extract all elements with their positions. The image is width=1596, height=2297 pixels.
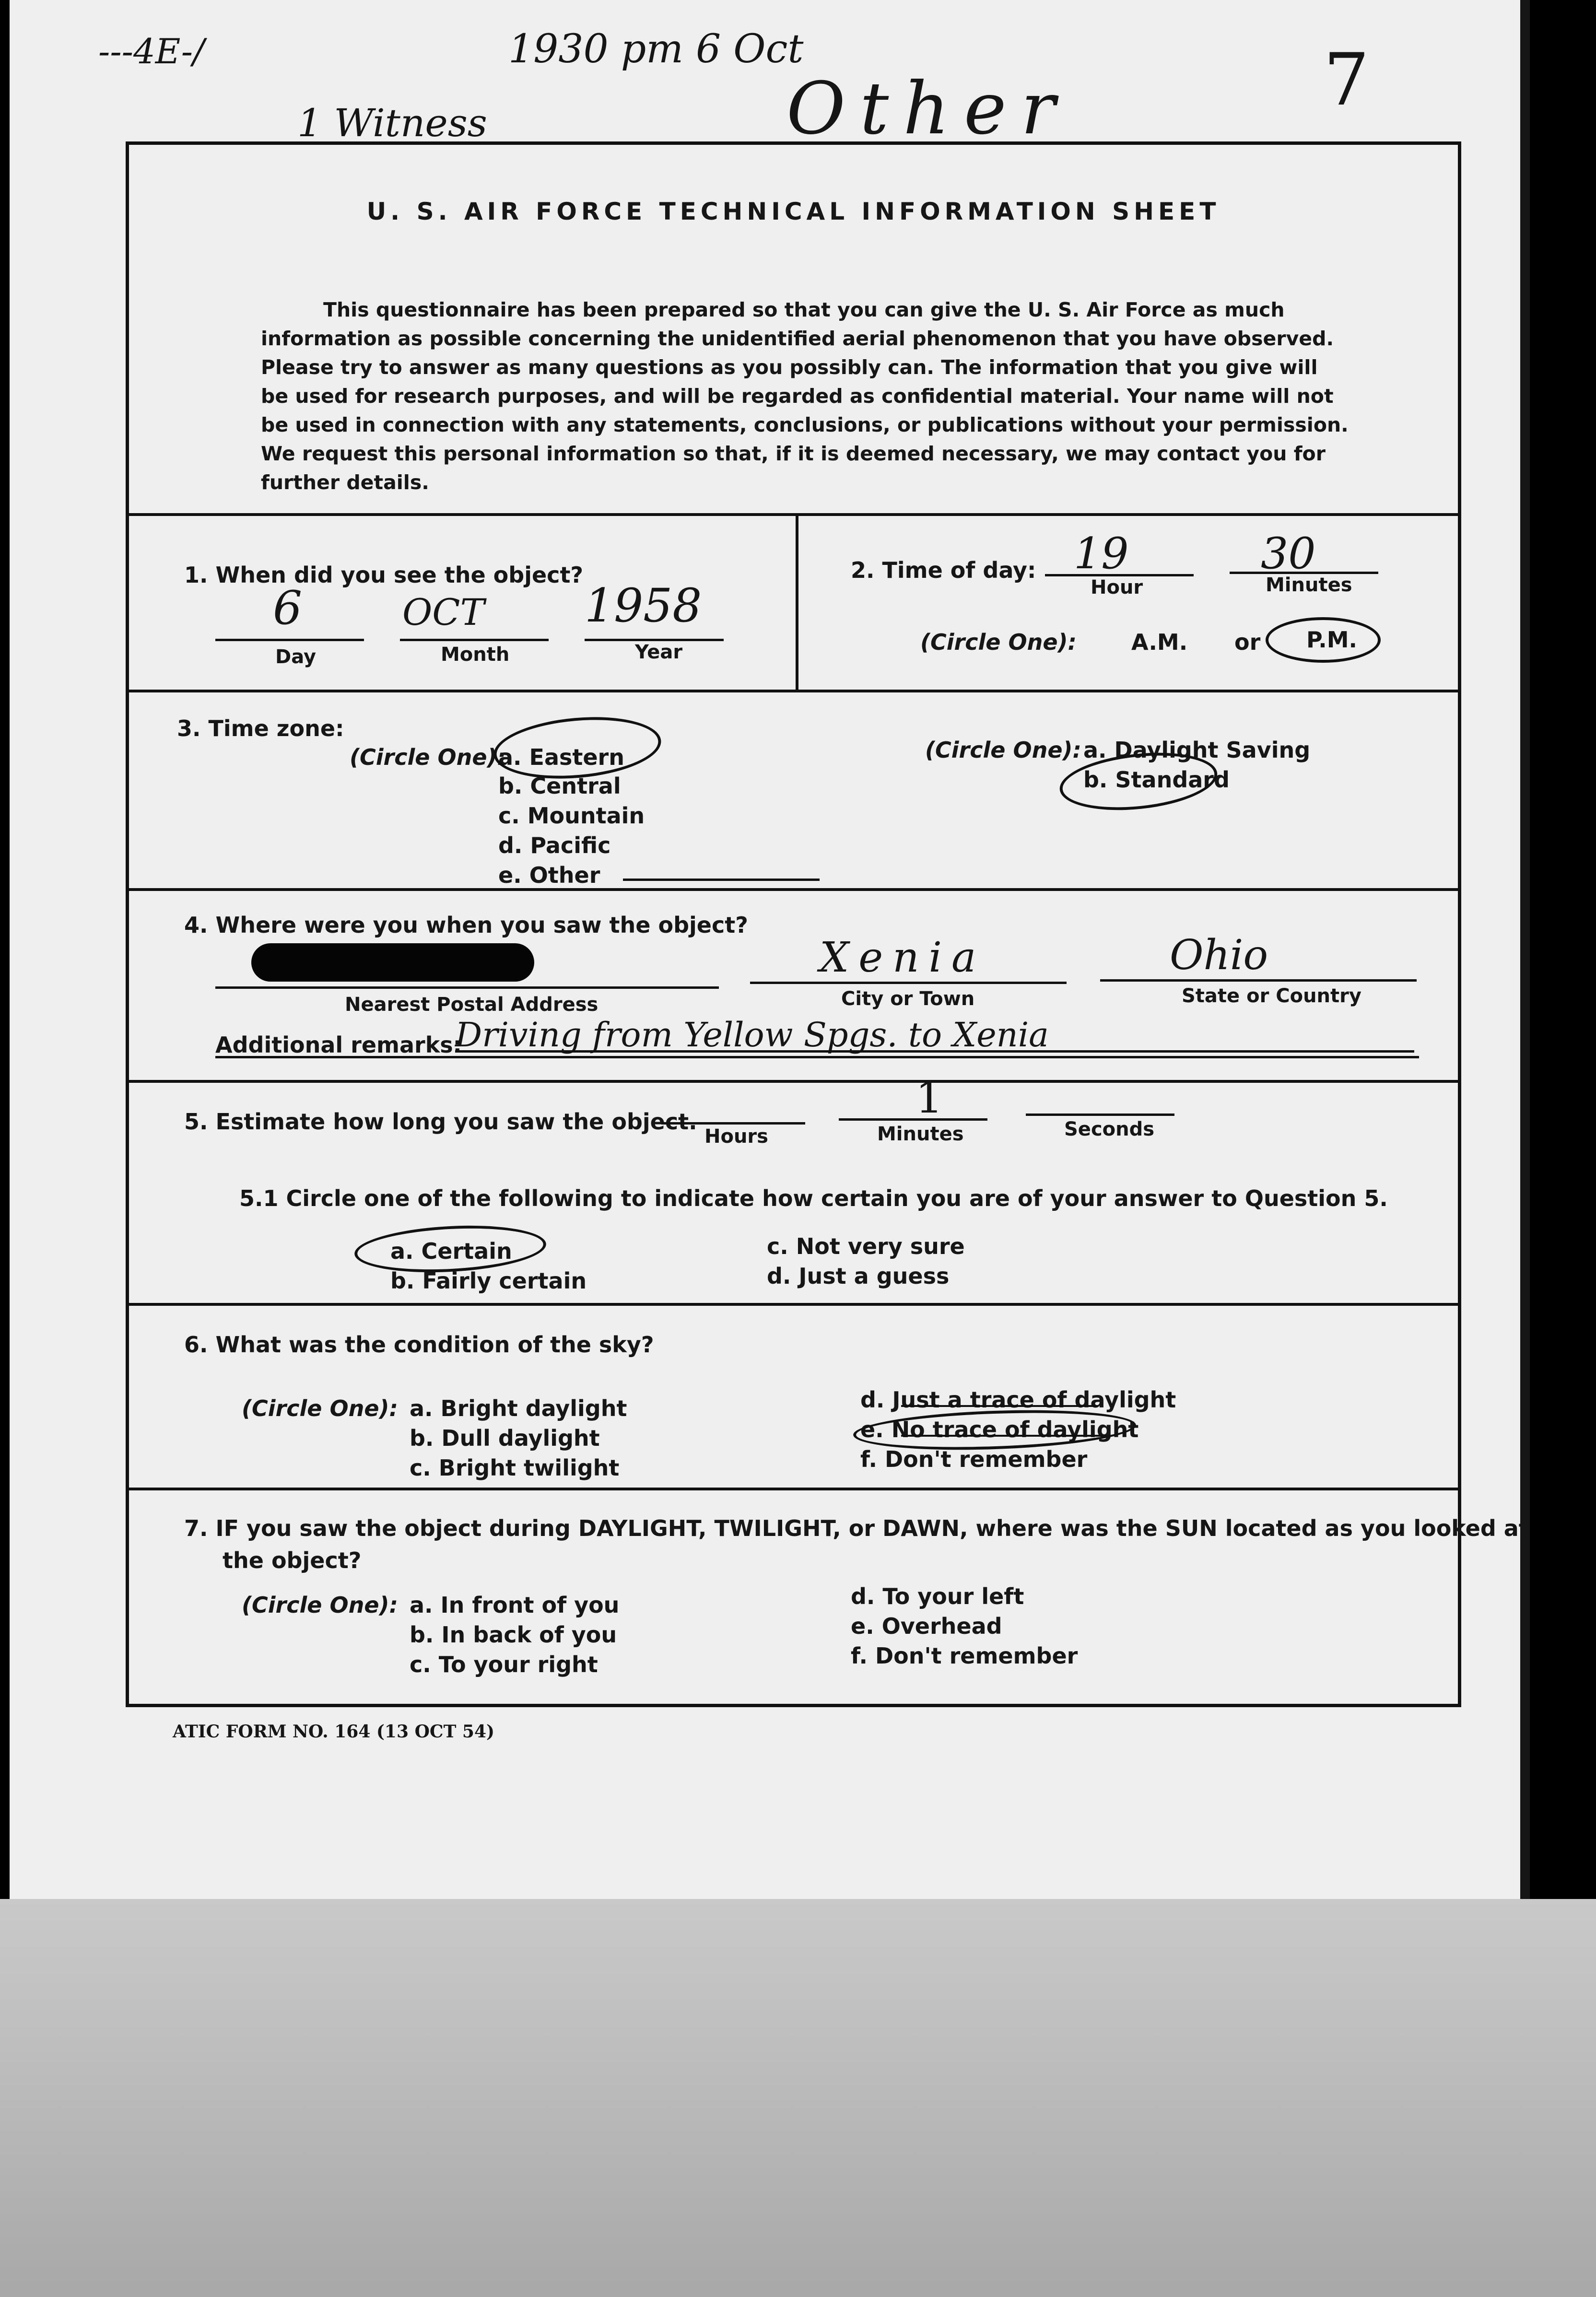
- divider-q6: [129, 1488, 1458, 1490]
- q5-seconds-caption: Seconds: [1064, 1118, 1155, 1140]
- q7-label-line2: the object?: [223, 1547, 362, 1573]
- divider-q3: [129, 888, 1458, 891]
- q6-strike-d: [901, 1405, 1098, 1407]
- q1-month-caption: Month: [441, 644, 510, 666]
- q3-option-mountain: c. Mountain: [498, 803, 645, 829]
- q5-option-just-a-guess: d. Just a guess: [767, 1263, 950, 1289]
- handwritten-page-number: 7: [1324, 38, 1370, 122]
- q6-option-no-trace: e. No trace of daylight: [860, 1417, 1139, 1442]
- q1-day-caption: Day: [275, 646, 317, 668]
- q7-option-overhead: e. Overhead: [851, 1613, 1002, 1639]
- q6-option-bright-daylight: a. Bright daylight: [410, 1395, 627, 1421]
- handwritten-time-date: 1930 pm 6 Oct: [508, 26, 804, 72]
- q6-option-trace-daylight: d. Just a trace of daylight: [860, 1387, 1176, 1413]
- q2-minutes-value: 30: [1261, 528, 1316, 579]
- q5-label: 5. Estimate how long you saw the object.: [184, 1109, 697, 1135]
- intro-line-5: be used in connection with any statements, conclusions, or publications without your permission.: [261, 413, 1349, 436]
- q3-option-central: b. Central: [498, 773, 621, 799]
- q2-circle-label: (Circle One):: [920, 629, 1077, 655]
- q2-hour-value: 19: [1074, 528, 1129, 579]
- q5-seconds-line: [1026, 1113, 1174, 1116]
- q5-option-certain: a. Certain: [390, 1238, 512, 1264]
- q5-minutes-value: 1: [915, 1073, 943, 1123]
- intro-line-3: Please try to answer as many questions as you possibly can. The information that you give will: [261, 356, 1318, 379]
- q1-month-value: OCT: [402, 591, 485, 633]
- intro-line-4: be used for research purposes, and will be regarded as confidential material. Your name will not: [261, 385, 1334, 408]
- q4-state-caption: State or Country: [1182, 985, 1361, 1007]
- q1-day-line: [215, 639, 364, 641]
- q3-label: 3. Time zone:: [177, 715, 344, 741]
- page-edge-shadow: [1520, 0, 1530, 1899]
- intro-line-2: information as possible concerning the unidentified aerial phenomenon that you have observed.: [261, 327, 1334, 350]
- q4-nearest-caption: Nearest Postal Address: [345, 994, 598, 1016]
- q2-pm-option: P.M.: [1306, 627, 1357, 653]
- q6-label: 6. What was the condition of the sky?: [184, 1332, 654, 1358]
- intro-line-6: We request this personal information so that, if it is deemed necessary, we may contact you for: [261, 442, 1326, 465]
- q2-pm-circle: [1266, 617, 1381, 663]
- handwritten-mark: ---4E-/: [98, 31, 205, 71]
- q4-label: 4. Where were you when you saw the object?: [184, 912, 748, 938]
- q4-city-line: [750, 982, 1067, 984]
- redacted-address: [251, 943, 534, 982]
- q4-address-line: [215, 986, 719, 989]
- q7-option-dont-remember: f. Don't remember: [851, 1643, 1078, 1669]
- q6-option-bright-twilight: c. Bright twilight: [410, 1455, 620, 1481]
- q51-label: 5.1 Circle one of the following to indicate how certain you are of your answer to Question 5.: [239, 1185, 1388, 1211]
- q5-hours-caption: Hours: [704, 1125, 768, 1148]
- q7-option-left: d. To your left: [851, 1583, 1024, 1609]
- q6-circle-label: (Circle One):: [242, 1395, 398, 1421]
- q5-minutes-line: [839, 1118, 987, 1121]
- q1-month-line: [400, 639, 549, 641]
- q4-remarks-line: [455, 1050, 1414, 1053]
- intro-line-7: further details.: [261, 471, 429, 494]
- q7-label-line1: 7. IF you saw the object during DAYLIGHT, TWILIGHT, or DAWN, where was the SUN located as you looked at: [184, 1515, 1529, 1541]
- q4-remarks-value: Driving from Yellow Spgs. to Xenia: [455, 1015, 1049, 1055]
- q3-circle-label: (Circle One):: [350, 744, 506, 770]
- q4-state-line: [1100, 979, 1417, 982]
- q2-or: or: [1234, 629, 1261, 655]
- q2-minutes-caption: Minutes: [1266, 574, 1352, 596]
- q4-remarks-label: Additional remarks:: [215, 1032, 462, 1058]
- q3-option-other: e. Other: [498, 862, 600, 888]
- q4-city-value: Xenia: [820, 934, 986, 982]
- q7-option-front: a. In front of you: [410, 1592, 620, 1618]
- technical-information-form: [126, 141, 1529, 1707]
- q7-option-right: c. To your right: [410, 1652, 598, 1677]
- q6-option-dont-remember: f. Don't remember: [860, 1446, 1088, 1472]
- divider-q5: [129, 1303, 1458, 1306]
- q4-state-value: Ohio: [1170, 931, 1268, 979]
- form-footer: ATIC FORM NO. 164 (13 OCT 54): [173, 1722, 495, 1742]
- handwritten-witness: 1 Witness: [297, 101, 487, 145]
- q3-option-pacific: d. Pacific: [498, 832, 611, 858]
- divider-q1-q2: [796, 514, 798, 691]
- q6-option-dull-daylight: b. Dull daylight: [410, 1425, 600, 1451]
- q3-option-eastern: a. Eastern: [498, 744, 624, 770]
- form-title: U. S. AIR FORCE TECHNICAL INFORMATION SHEET: [366, 198, 1220, 225]
- divider-intro: [129, 513, 1458, 516]
- q7-option-back: b. In back of you: [410, 1622, 617, 1648]
- q4-remarks-line-2: [215, 1056, 1419, 1058]
- q5-option-fairly-certain: b. Fairly certain: [390, 1268, 587, 1294]
- q2-hour-caption: Hour: [1091, 576, 1143, 598]
- q1-day-value: 6: [273, 581, 303, 635]
- q1-year-caption: Year: [635, 641, 683, 663]
- scan-background: [0, 1899, 1596, 2297]
- q5-minutes-caption: Minutes: [877, 1123, 964, 1145]
- q3-option-standard: b. Standard: [1083, 767, 1230, 793]
- q3-circle-label-2: (Circle One):: [925, 737, 1081, 763]
- q2-label: 2. Time of day:: [851, 557, 1036, 583]
- q5-hours-line: [661, 1122, 805, 1125]
- q7-circle-label: (Circle One):: [242, 1592, 398, 1618]
- divider-q4: [129, 1080, 1458, 1083]
- handwritten-category: Other: [786, 67, 1070, 151]
- divider-q2: [129, 690, 1458, 692]
- q1-label: 1. When did you see the object?: [184, 562, 584, 588]
- q3-option-daylight-saving: a. Daylight Saving: [1083, 737, 1311, 763]
- intro-line-1: This questionnaire has been prepared so that you can give the U. S. Air Force as much: [323, 298, 1285, 321]
- q2-am-option: A.M.: [1131, 629, 1188, 655]
- q5-option-not-very-sure: c. Not very sure: [767, 1233, 965, 1259]
- q1-year-value: 1958: [585, 579, 702, 633]
- q3-other-line: [623, 879, 820, 881]
- q4-city-caption: City or Town: [841, 988, 975, 1010]
